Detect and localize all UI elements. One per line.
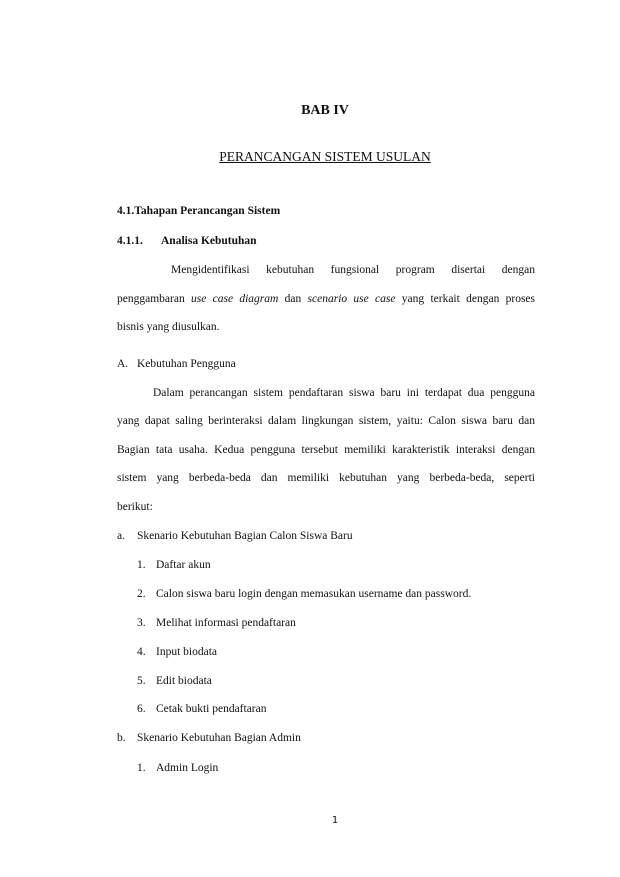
list-item: Daftar akun bbox=[156, 559, 211, 571]
list-item: Cetak bukti pendaftaran bbox=[156, 703, 267, 715]
list-item: Calon siswa baru login dengan memasukan username dan password. bbox=[156, 588, 472, 600]
list-item-number: 6. bbox=[137, 703, 146, 715]
list-item: Admin Login bbox=[156, 762, 219, 774]
scenario-b-label: b. bbox=[117, 732, 126, 744]
part-a-label: A. bbox=[117, 358, 129, 370]
list-item-number: 1. bbox=[137, 762, 146, 774]
scenario-a-label: a. bbox=[117, 530, 125, 542]
intro-line-2: penggambaran use case diagram dan scenario use case yang terkait dengan proses bbox=[117, 293, 535, 305]
part-a-line-3: Bagian tata usaha. Kedua pengguna tersebut memiliki karakteristik interaksi dengan bbox=[117, 444, 535, 456]
list-item-number: 5. bbox=[137, 675, 146, 687]
list-item-number: 4. bbox=[137, 646, 146, 658]
chapter-subtitle: PERANCANGAN SISTEM USULAN bbox=[219, 149, 431, 164]
list-item: Melihat informasi pendaftaran bbox=[156, 617, 296, 629]
subsection-title: Analisa Kebutuhan bbox=[161, 235, 257, 247]
part-a-line-2: yang dapat saling berinteraksi dalam lingkungan sistem, yaitu: Calon siswa baru dan bbox=[117, 415, 535, 427]
list-item: Edit biodata bbox=[156, 675, 212, 687]
scenario-a-title: Skenario Kebutuhan Bagian Calon Siswa Baru bbox=[137, 530, 353, 542]
intro-line-3: bisnis yang diusulkan. bbox=[117, 321, 220, 333]
page-number: 1 bbox=[331, 815, 339, 826]
list-item-number: 2. bbox=[137, 588, 146, 600]
part-a-title: Kebutuhan Pengguna bbox=[137, 358, 236, 370]
subsection-number: 4.1.1. bbox=[117, 235, 143, 247]
section-heading: 4.1.Tahapan Perancangan Sistem bbox=[117, 205, 281, 217]
intro-line-1: Mengidentifikasi kebutuhan fungsional program disertai dengan bbox=[171, 264, 535, 276]
list-item-number: 1. bbox=[137, 559, 146, 571]
list-item: Input biodata bbox=[156, 646, 217, 658]
chapter-title: BAB IV bbox=[301, 103, 349, 118]
scenario-b-title: Skenario Kebutuhan Bagian Admin bbox=[137, 732, 301, 744]
part-a-line-1: Dalam perancangan sistem pendaftaran siswa baru ini terdapat dua pengguna bbox=[153, 387, 535, 399]
part-a-line-4: sistem yang berbeda-beda dan memiliki kebutuhan yang berbeda-beda, seperti bbox=[117, 472, 535, 484]
list-item-number: 3. bbox=[137, 617, 146, 629]
part-a-line-5: berikut: bbox=[117, 501, 153, 513]
